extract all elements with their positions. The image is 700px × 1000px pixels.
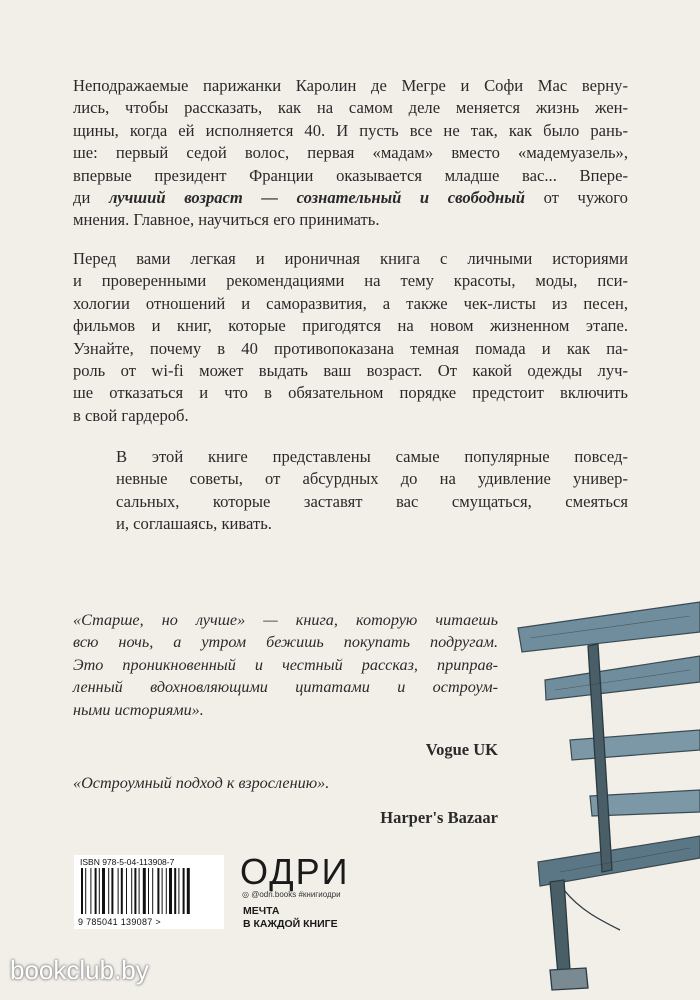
text-line: невные советы, от абсурдных до на удивление универ- bbox=[116, 469, 628, 489]
review-quote-2: «Остроумный подход к взрослению». bbox=[73, 774, 330, 792]
quote-line: ленный вдохновляющими цитатами и остроум- bbox=[73, 678, 498, 697]
slogan-line: В КАЖДОЙ КНИГЕ bbox=[243, 918, 338, 930]
bench-illustration bbox=[500, 590, 700, 1000]
text-line: мнения. Главное, научиться его принимать. bbox=[73, 210, 380, 230]
text-line-mixed bbox=[73, 187, 628, 209]
instagram-icon: ◎ bbox=[242, 890, 249, 899]
text-line: Неподражаемые парижанки Каролин де Мегре и Софи Мас верну- bbox=[73, 76, 628, 95]
text-line: сальных, которые заставят вас смущаться, смеяться bbox=[116, 491, 628, 511]
publisher-logo: ОДРИ bbox=[240, 851, 350, 892]
text-line: лись, чтобы рассказать, как на самом деле меняется жизнь жен- bbox=[73, 98, 628, 118]
text-line: и, соглашаясь, кивать. bbox=[116, 514, 272, 534]
text-line: и проверенными рекомендациями на тему красоты, моды, пси- bbox=[73, 271, 628, 291]
barcode-bars bbox=[79, 868, 219, 916]
quote-line: «Старше, но лучше» — книга, которую читаешь bbox=[73, 611, 498, 629]
publisher-social bbox=[242, 890, 341, 899]
text-line: щины, когда ей исполняется 40. И пусть все не так, как было рань- bbox=[73, 120, 628, 140]
quote-source-vogue: Vogue UK bbox=[425, 740, 498, 759]
description-paragraph-3 bbox=[116, 446, 628, 536]
quote-line: Это проникновенный и честный рассказ, приправ- bbox=[73, 655, 498, 674]
text-line: в свой гардероб. bbox=[73, 405, 189, 425]
text-line: впервые президент Франции оказывается младше вас... Впере- bbox=[73, 165, 628, 185]
text-fragment: ди bbox=[73, 188, 91, 208]
isbn-number: ISBN 978-5-04-113908-7 bbox=[80, 857, 175, 867]
text-line: роль от wi-fi может выдать ваш возраст. От какой одежды луч- bbox=[73, 361, 628, 381]
text-line: Перед вами легкая и ироничная книга с личными историями bbox=[73, 249, 628, 268]
text-line: ше: первый седой волос, первая «мадам» вместо «мадемуазель», bbox=[73, 143, 628, 163]
text-line: В этой книге представлены самые популярные повсед- bbox=[116, 447, 628, 466]
text-line: ше отказаться и что в обязательном порядке предстоит включить bbox=[73, 383, 628, 403]
description-paragraph-1 bbox=[73, 75, 628, 232]
publisher-slogan bbox=[243, 905, 338, 931]
text-line: Узнайте, почему в 40 противопоказана темная помада и как па- bbox=[73, 338, 628, 358]
text-fragment: от чужого bbox=[543, 188, 628, 208]
barcode bbox=[74, 855, 224, 929]
emphasis-text: лучший возраст — сознательный и свободный bbox=[108, 188, 525, 208]
text-line: фильмов и книг, которые пригодятся на новом жизненном этапе. bbox=[73, 316, 628, 336]
text-line: хологии отношений и саморазвития, а также чек-листы из песен, bbox=[73, 293, 628, 313]
barcode-digits: 9 785041 139087 > bbox=[78, 917, 161, 927]
description-paragraph-2 bbox=[73, 248, 628, 427]
watermark-text: bookclub.by bbox=[10, 955, 149, 985]
publisher-social-text: @odri.books #книгиодри bbox=[251, 890, 341, 899]
slogan-line: МЕЧТА bbox=[243, 905, 280, 917]
quote-line: ными историями». bbox=[73, 700, 204, 719]
quote-source-harpers: Harper's Bazaar bbox=[380, 808, 498, 827]
quote-line: всю ночь, а утром бежишь покупать подругам. bbox=[73, 633, 498, 652]
review-quote-1 bbox=[73, 609, 498, 721]
